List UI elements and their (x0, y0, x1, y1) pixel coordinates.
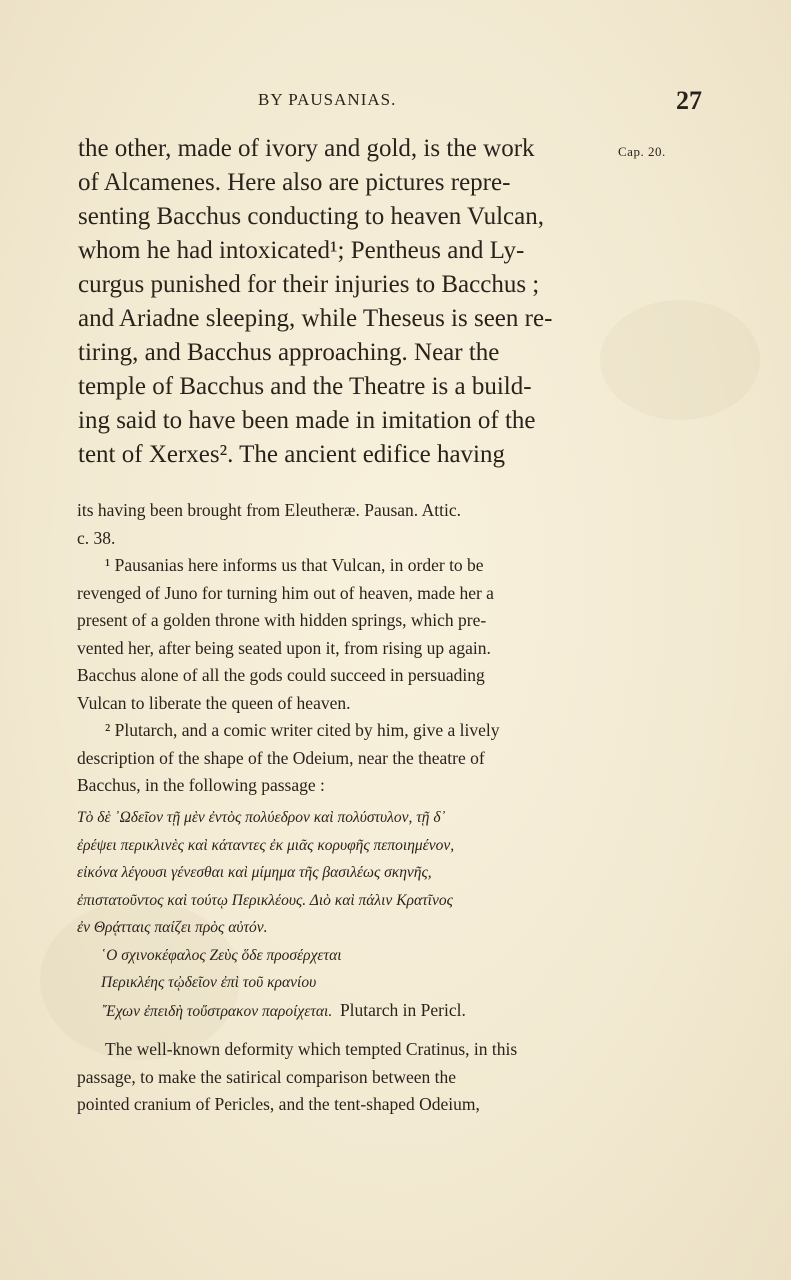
footnote-line: its having been brought from Eleutheræ. Pausan. Attic. (77, 500, 461, 520)
footnote-line: passage, to make the satirical comparison between the (77, 1066, 457, 1087)
greek-verse-line: Περικλέης τᾠδεῖον ἐπὶ τοῦ κρανίου (101, 974, 317, 991)
footnote-line: ¹ Pausanias here informs us that Vulcan, in order to be (105, 555, 484, 575)
footnote-line: pointed cranium of Pericles, and the tent-shaped Odeium, (77, 1094, 480, 1114)
footnotes (77, 497, 617, 800)
footnote-line: description of the shape of the Odeium, near the theatre of (77, 747, 485, 768)
running-head (0, 86, 791, 120)
text-line: tent of Xerxes². The ancient edifice having (78, 441, 506, 468)
greek-line: ἐπιστατοῦντος καὶ τούτῳ Περικλέους. Διὸ καὶ πάλιν Κρατῖνος (77, 891, 453, 909)
text-line: temple of Bacchus and the Theatre is a build- (78, 373, 532, 400)
greek-verse-line: ῾Ο σχινοκέφαλος Ζεὺς ὅδε προσέρχεται (101, 946, 342, 964)
text-line: the other, made of ivory and gold, is the work (78, 135, 535, 162)
footnote-line: The well-known deformity which tempted Cratinus, in this (105, 1039, 518, 1059)
greek-verse-line (77, 997, 617, 1026)
greek-quotation (77, 804, 617, 1025)
chapter-margin-note: Cap. 20. (618, 144, 666, 159)
footnote-line: ² Plutarch, and a comic writer cited by him, give a lively (105, 720, 500, 740)
citation: Plutarch in Pericl. (339, 999, 466, 1020)
text-line: of Alcamenes. Here also are pictures repre- (78, 169, 511, 196)
text-line: whom he had intoxicated¹; Pentheus and Ly- (78, 237, 525, 264)
greek-verse-text: ῎Εχων ἐπειδὴ τοὔστρακον παροίχεται. (101, 1002, 333, 1020)
main-text (78, 132, 618, 472)
text-line: ing said to have been made in imitation of the (78, 407, 536, 434)
footnote-line: revenged of Juno for turning him out of heaven, made her a (77, 582, 494, 603)
footnote-line: Bacchus alone of all the gods could succeed in persuading (77, 665, 485, 685)
footnote-line: c. 38. (77, 527, 116, 548)
footnote-line: present of a golden throne with hidden springs, which pre- (77, 610, 487, 630)
page-number: 27 (676, 86, 702, 115)
text-line: tiring, and Bacchus approaching. Near the (78, 339, 500, 366)
footnote-line: Bacchus, in the following passage : (77, 775, 325, 795)
greek-line: εἰκόνα λέγουσι γένεσθαι καὶ μίμημα τῆς βασιλέως σκηνῆς, (77, 864, 432, 881)
text-line: and Ariadne sleeping, while Theseus is seen re- (78, 305, 553, 332)
footnote-line: Vulcan to liberate the queen of heaven. (77, 692, 351, 713)
running-title: BY PAUSANIAS. (258, 90, 397, 109)
paper-stain (600, 300, 760, 420)
greek-line: ἐν Θρᾴτταις παίζει πρὸς αὐτόν. (77, 919, 268, 936)
text-line: curgus punished for their injuries to Bacchus ; (78, 271, 540, 298)
footnote-continuation (77, 1036, 617, 1119)
greek-line: Τὸ δὲ ᾿Ωδεῖον τῇ μὲν ἐντὸς πολύεδρον καὶ πολύστυλον, τῇ δ᾿ (77, 809, 446, 826)
footnote-line: vented her, after being seated upon it, from rising up again. (77, 637, 491, 658)
text-line: senting Bacchus conducting to heaven Vulcan, (78, 203, 544, 230)
greek-line: ἐρέψει περικλινὲς καὶ κάταντες ἐκ μιᾶς κορυφῆς πεποιημένον, (77, 836, 455, 854)
